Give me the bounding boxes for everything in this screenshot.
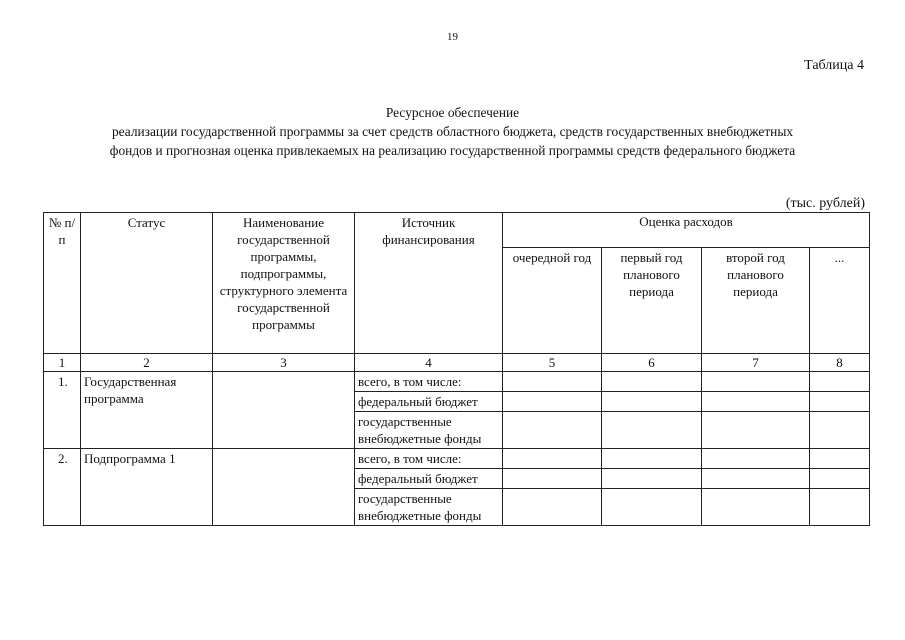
header-second-plan-year: второй год планового периода [702, 248, 810, 354]
value-cell [503, 449, 602, 469]
value-cell [602, 469, 702, 489]
row-source: федеральный бюджет [355, 469, 503, 489]
header-next-year: очередной год [503, 248, 602, 354]
column-number: 4 [355, 354, 503, 372]
row-num: 1. [44, 372, 81, 449]
column-number: 2 [81, 354, 213, 372]
value-cell [702, 412, 810, 449]
table-label: Таблица 4 [804, 58, 864, 73]
row-name [213, 372, 355, 449]
value-cell [602, 449, 702, 469]
row-status: Государственная программа [81, 372, 213, 449]
value-cell [810, 449, 870, 469]
table-row [44, 449, 870, 469]
title-line-3: фондов и прогнозная оценка привлекаемых на реализацию государственной программы средств федерального бюджета [109, 143, 796, 158]
value-cell [503, 392, 602, 412]
value-cell [503, 489, 602, 526]
value-cell [602, 392, 702, 412]
value-cell [503, 469, 602, 489]
row-source: государственные внебюджетные фонды [355, 489, 503, 526]
resource-table [43, 212, 870, 526]
column-number: 6 [602, 354, 702, 372]
value-cell [702, 449, 810, 469]
header-estimate: Оценка расходов [503, 213, 870, 248]
value-cell [503, 412, 602, 449]
row-source: федеральный бюджет [355, 392, 503, 412]
value-cell [503, 372, 602, 392]
value-cell [602, 372, 702, 392]
row-source: всего, в том числе: [355, 449, 503, 469]
table-row [44, 372, 870, 392]
page-number: 19 [447, 31, 458, 43]
header-num: № п/п [44, 213, 81, 354]
value-cell [602, 412, 702, 449]
column-number: 1 [44, 354, 81, 372]
value-cell [810, 489, 870, 526]
value-cell [810, 392, 870, 412]
header-source: Источник финансирования [355, 213, 503, 354]
value-cell [702, 372, 810, 392]
title-line-1: Ресурсное обеспечение [385, 105, 520, 120]
column-number: 8 [810, 354, 870, 372]
row-name [213, 449, 355, 526]
header-status: Статус [81, 213, 213, 354]
column-number: 7 [702, 354, 810, 372]
value-cell [702, 392, 810, 412]
column-number: 5 [503, 354, 602, 372]
header-name: Наименование государственной программы, подпрограммы, структурного элемента государственной программы [213, 213, 355, 354]
value-cell [810, 412, 870, 449]
title-line-2: реализации государственной программы за счет средств областного бюджета, средств государственных внебюджетных [111, 124, 794, 139]
units-label: (тыс. рублей) [785, 196, 865, 211]
value-cell [602, 489, 702, 526]
header-more: ... [810, 248, 870, 354]
column-numbers-row [44, 354, 870, 372]
value-cell [702, 469, 810, 489]
value-cell [702, 489, 810, 526]
row-num: 2. [44, 449, 81, 526]
value-cell [810, 372, 870, 392]
row-source: государственные внебюджетные фонды [355, 412, 503, 449]
row-source: всего, в том числе: [355, 372, 503, 392]
document-title [30, 103, 875, 160]
value-cell [810, 469, 870, 489]
row-status: Подпрограмма 1 [81, 449, 213, 526]
header-first-plan-year: первый год планового периода [602, 248, 702, 354]
column-number: 3 [213, 354, 355, 372]
